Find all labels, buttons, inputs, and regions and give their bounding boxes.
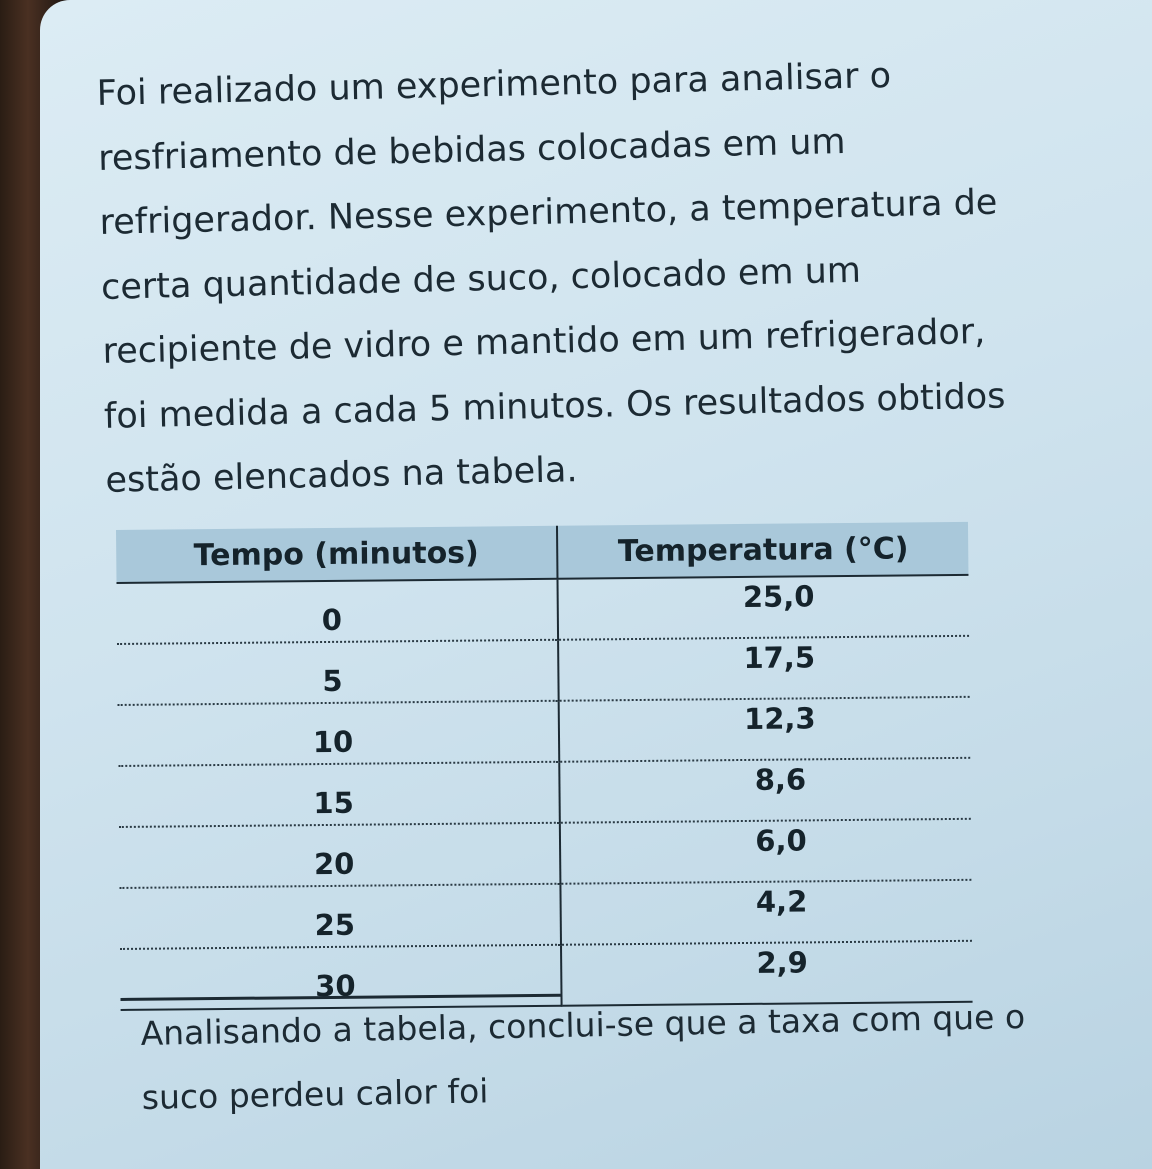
cell-tempo: 20 <box>119 823 561 888</box>
cell-temperatura: 6,0 <box>560 819 972 884</box>
question-text <box>140 985 1027 1130</box>
intro-line: foi medida a cada 5 minutos. Os resultados obtidos <box>103 375 1006 437</box>
table-header-row <box>116 522 968 583</box>
table-row <box>118 758 971 827</box>
cell-tempo: 10 <box>118 701 560 766</box>
cell-temperatura: 12,3 <box>559 697 971 762</box>
table-row <box>117 636 970 705</box>
header-temperatura: Temperatura (°C) <box>557 522 968 579</box>
table-row <box>119 819 972 888</box>
data-table-container <box>116 522 973 1011</box>
intro-line: estão elencados na tabela. <box>105 450 578 501</box>
table-row <box>118 697 971 766</box>
cell-tempo: 25 <box>119 884 561 949</box>
table-row <box>117 575 970 644</box>
intro-line: refrigerador. Nesse experimento, a temperatura de <box>99 182 998 243</box>
cell-tempo: 0 <box>117 579 559 644</box>
cell-temperatura: 2,9 <box>561 941 973 1006</box>
intro-line: resfriamento de bebidas colocadas em um <box>97 121 846 179</box>
table-row <box>119 880 972 949</box>
intro-line: recipiente de vidro e mantido em um refrigerador, <box>102 311 986 372</box>
question-line: suco perdeu calor foi <box>141 1071 489 1117</box>
cell-tempo: 15 <box>118 762 560 827</box>
question-line: Analisando a tabela, conclui-se que a taxa com que o <box>140 997 1026 1053</box>
cell-temperatura: 8,6 <box>559 758 971 823</box>
cell-temperatura: 25,0 <box>557 575 969 640</box>
header-tempo: Tempo (minutos) <box>116 526 557 583</box>
cell-temperatura: 4,2 <box>560 880 972 945</box>
intro-line: Foi realizado um experimento para analisar o <box>96 55 892 114</box>
cell-tempo: 5 <box>117 640 559 705</box>
cell-tempo: 30 <box>120 945 562 1010</box>
intro-line: certa quantidade de suco, colocado em um <box>100 250 862 308</box>
time-temperature-table <box>116 522 973 1011</box>
intro-paragraph <box>96 39 1116 513</box>
cell-temperatura: 17,5 <box>558 636 970 701</box>
